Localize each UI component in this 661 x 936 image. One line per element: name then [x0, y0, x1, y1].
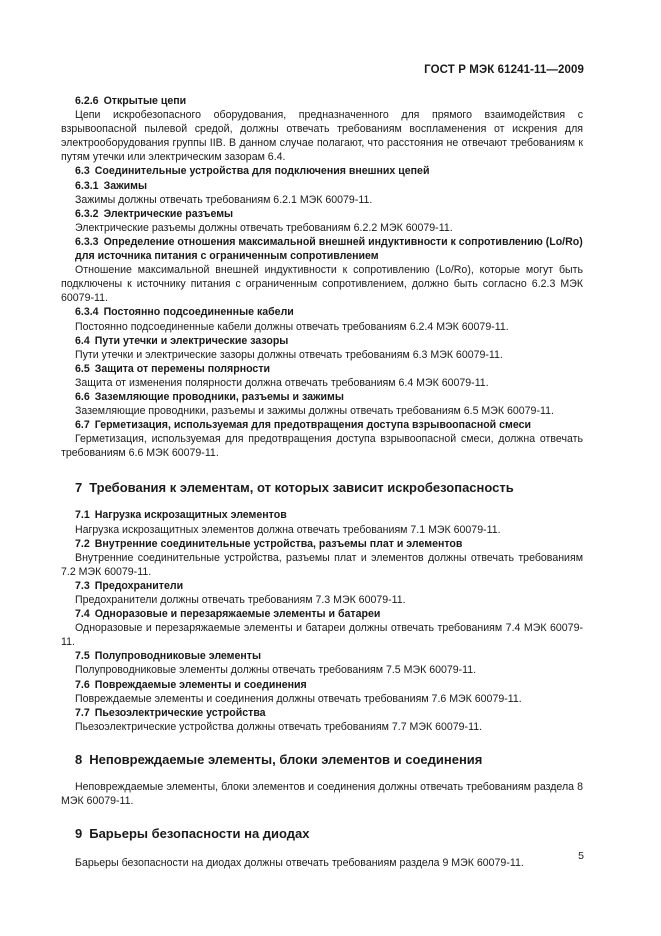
page-number: 5	[578, 850, 584, 862]
section-title: Неповреждаемые элементы, блоки элементов и соединения	[89, 751, 483, 767]
section-title: Открытые цепи	[103, 95, 187, 107]
section-heading	[61, 706, 583, 720]
section-number: 7.1	[75, 509, 90, 522]
section-heading	[61, 305, 583, 319]
paragraph: Отношение максимальной внешней индуктивности к сопротивлению (Lo/Ro), которые могут быть подключены к источнику питания с ограниченным сопротивлением, должно быть согласно 6.2.3 МЭК 60079-11.	[61, 264, 583, 305]
section-heading	[61, 94, 583, 108]
paragraph: Электрические разъемы должны отвечать требованиям 6.2.2 МЭК 60079-11.	[75, 221, 453, 234]
chapter-heading	[61, 752, 583, 768]
section-title: Барьеры безопасности на диодах	[89, 826, 310, 842]
section-title: Электрические разъемы	[103, 207, 234, 220]
section-heading	[61, 649, 583, 663]
section-title: Герметизация, используемая для предотвращения доступа взрывоопасной смеси	[94, 419, 532, 432]
section-heading	[61, 537, 583, 551]
section-title: Постоянно подсоединенные кабели	[103, 306, 294, 319]
section-title: Определение отношения максимальной внешней индуктивности к сопротивлению (Lo/Ro) для источника питания с ограниченным сопротивлением	[75, 235, 583, 263]
paragraph: Одноразовые и перезаряжаемые элементы и батареи должны отвечать требованиям 7.4 МЭК 60079-11.	[61, 622, 583, 649]
section-title: Полупроводниковые элементы	[94, 650, 262, 663]
chapter-heading	[61, 826, 583, 842]
section-title: Заземляющие проводники, разъемы и зажимы	[94, 390, 344, 403]
section-number: 7	[75, 480, 83, 496]
paragraph: Внутренние соединительные устройства, разъемы плат и элементов должны отвечать требованиям 7.2 МЭК 60079-11.	[61, 551, 583, 578]
document-body	[61, 94, 583, 870]
section-heading	[61, 362, 583, 376]
section-number: 7.5	[75, 650, 90, 663]
paragraph: Повреждаемые элементы и соединения должны отвечать требованиям 7.6 МЭК 60079-11.	[75, 692, 522, 705]
section-heading	[61, 164, 583, 178]
section-heading	[61, 678, 583, 692]
paragraph: Неповреждаемые элементы, блоки элементов и соединения должны отвечать требованиям раздела 8 МЭК 60079-11.	[61, 780, 583, 808]
section-number: 6.7	[75, 419, 90, 432]
section-number: 7.6	[75, 678, 90, 691]
paragraph: Заземляющие проводники, разъемы и зажимы должны отвечать требованиям 6.5 МЭК 60079-11.	[75, 405, 554, 418]
paragraph: Цепи искробезопасного оборудования, предназначенного для прямого взаимодействия с взрывоопасной пылевой средой, должны отвечать требованиям воспламенения от искрения для электрооборудования группы IIB. В данном случае полагают, что расстояния не отвечают требованиям к путям утечки или электрическим зазорам 6.4.	[61, 109, 583, 164]
section-number: 6.3.2	[75, 207, 99, 220]
section-title: Соединительные устройства для подключения внешних цепей	[94, 165, 430, 178]
section-number: 7.3	[75, 579, 90, 592]
paragraph: Барьеры безопасности на диодах должны отвечать требованиям раздела 9 МЭК 60079-11.	[75, 857, 524, 870]
section-title: Нагрузка искрозащитных элементов	[94, 509, 287, 522]
section-heading	[61, 390, 583, 404]
paragraph: Пути утечки и электрические зазоры должны отвечать требованиям 6.3 МЭК 60079-11.	[75, 348, 503, 361]
paragraph: Полупроводниковые элементы должны отвечать требованиям 7.5 МЭК 60079-11.	[75, 664, 477, 677]
section-number: 6.2.6	[75, 95, 99, 107]
section-number: 7.4	[75, 608, 90, 621]
paragraph: Постоянно подсоединенные кабели должны отвечать требованиям 6.2.4 МЭК 60079-11.	[75, 320, 509, 333]
section-title: Повреждаемые элементы и соединения	[94, 678, 307, 691]
section-number: 6.3.4	[75, 306, 99, 319]
paragraph: Защита от изменения полярности должна отвечать требованиям 6.4 МЭК 60079-11.	[75, 376, 489, 389]
section-heading	[61, 207, 583, 221]
section-number: 6.5	[75, 362, 90, 375]
section-heading	[61, 179, 583, 193]
section-number: 7.7	[75, 706, 90, 719]
section-title: Предохранители	[94, 579, 184, 592]
section-heading	[61, 235, 583, 263]
section-number: 6.3.3	[75, 235, 99, 248]
section-heading	[61, 418, 583, 432]
document-header-standard-id: ГОСТ Р МЭК 61241-11—2009	[424, 64, 584, 76]
section-number: 9	[75, 826, 83, 842]
section-heading	[61, 334, 583, 348]
section-heading	[61, 508, 583, 522]
chapter-heading	[61, 480, 583, 496]
section-number: 6.4	[75, 334, 90, 347]
section-number: 8	[75, 751, 83, 767]
paragraph: Зажимы должны отвечать требованиям 6.2.1 МЭК 60079-11.	[75, 193, 373, 206]
section-number: 6.6	[75, 390, 90, 403]
section-title: Требования к элементам, от которых зависит искробезопасность	[89, 480, 514, 496]
paragraph: Герметизация, используемая для предотвращения доступа взрывоопасной смеси, должна отвечать требованиям 6.6 МЭК 60079-11.	[61, 433, 583, 460]
section-title: Зажимы	[103, 179, 147, 192]
section-title: Внутренние соединительные устройства, разъемы плат и элементов	[94, 537, 463, 550]
section-title: Пути утечки и электрические зазоры	[94, 334, 289, 347]
paragraph: Пьезоэлектрические устройства должны отвечать требованиям 7.7 МЭК 60079-11.	[75, 720, 483, 733]
section-number: 7.2	[75, 537, 90, 550]
paragraph: Предохранители должны отвечать требованиям 7.3 МЭК 60079-11.	[75, 594, 406, 606]
paragraph: Нагрузка искрозащитных элементов должна отвечать требованиям 7.1 МЭК 60079-11.	[75, 523, 501, 536]
section-number: 6.3.1	[75, 179, 99, 192]
section-number: 6.3	[75, 165, 90, 178]
section-heading	[61, 579, 583, 593]
section-title: Пьезоэлектрические устройства	[94, 706, 266, 719]
section-title: Защита от перемены полярности	[94, 362, 271, 375]
section-title: Одноразовые и перезаряжаемые элементы и батареи	[94, 608, 381, 621]
section-heading	[61, 607, 583, 621]
